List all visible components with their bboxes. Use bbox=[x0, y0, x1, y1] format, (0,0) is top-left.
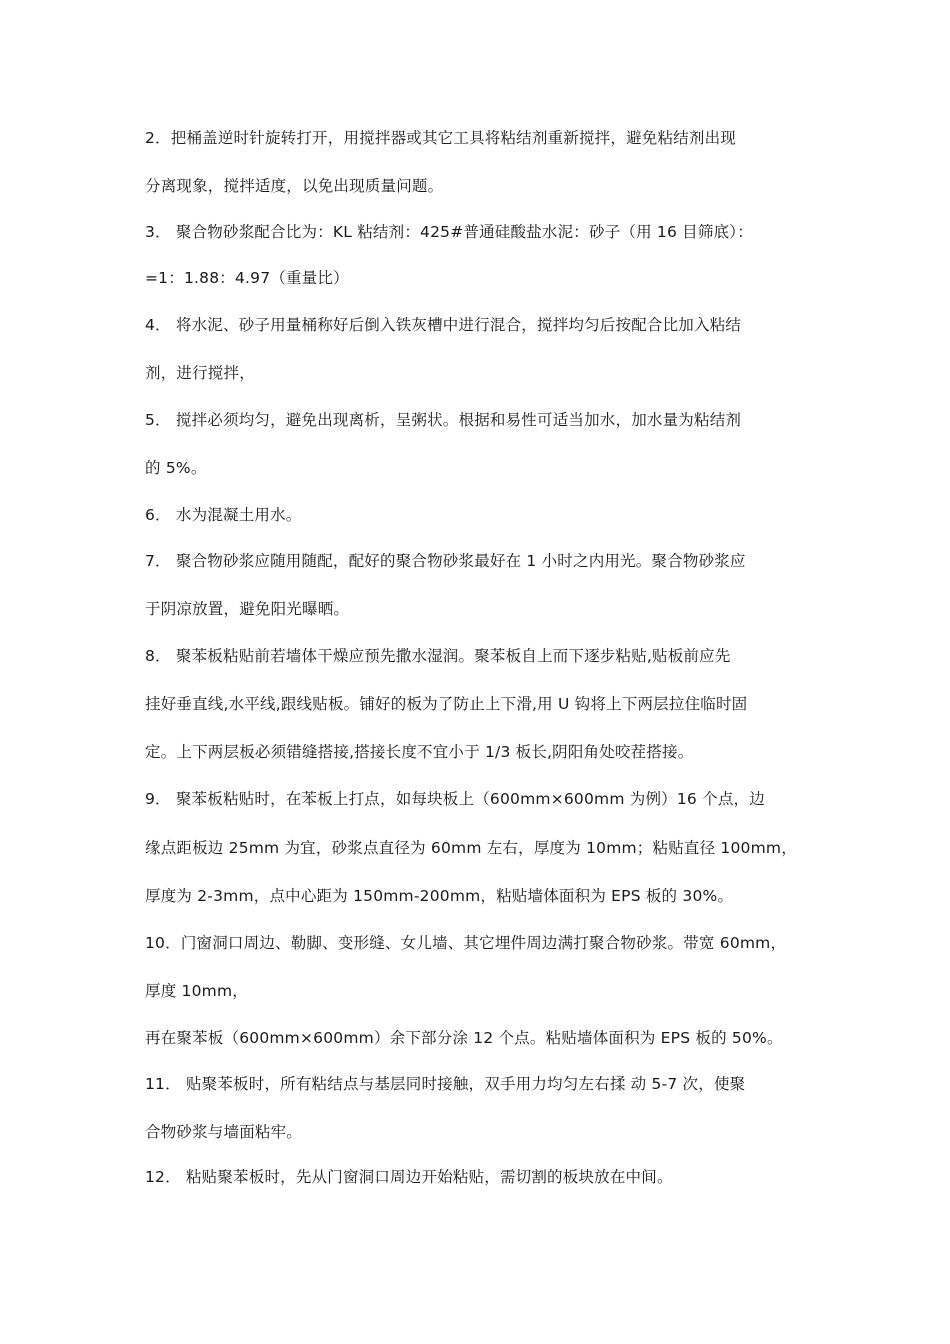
text-line: 9． 聚苯板粘贴时，在苯板上打点，如每块板上（600mm×600mm 为例）16 个点，边 bbox=[145, 790, 765, 808]
text-line: 4． 将水泥、砂子用量桶称好后倒入铁灰槽中进行混合，搅拌均匀后按配合比加入粘结 bbox=[145, 316, 742, 334]
text-line: 11． 贴聚苯板时，所有粘结点与基层同时接触，双手用力均匀左右揉 动 5-7 次，使聚 bbox=[145, 1075, 746, 1093]
text-line: 10．门窗洞口周边、勒脚、变形缝、女儿墙、其它埋件周边满打聚合物砂浆。带宽 60mm， bbox=[145, 934, 787, 952]
text-line: 5． 搅拌必须均匀，避免出现离析，呈粥状。根据和易性可适当加水，加水量为粘结剂 bbox=[145, 411, 742, 429]
text-line: 于阴凉放置，避免阳光曝晒。 bbox=[145, 600, 350, 618]
text-line: 缘点距板边 25mm 为宜，砂浆点直径为 60mm 左右，厚度为 10mm；粘贴直径 100mm， bbox=[145, 839, 797, 857]
text-line: 8． 聚苯板粘贴前若墙体干燥应预先撒水湿润。聚苯板自上而下逐步粘贴,贴板前应先 bbox=[145, 647, 731, 665]
text-line: 的 5%。 bbox=[145, 459, 207, 477]
text-line: 剂，进行搅拌， bbox=[145, 364, 255, 382]
text-line: 厚度为 2-3mm，点中心距为 150mm-200mm，粘贴墙体面积为 EPS 板的 30%。 bbox=[145, 887, 734, 905]
text-line: 定。上下两层板必须错缝搭接,搭接长度不宜小于 1/3 板长,阴阳角处咬茬搭接。 bbox=[145, 743, 694, 761]
text-line: 2．把桶盖逆时针旋转打开，用搅拌器或其它工具将粘结剂重新搅拌，避免粘结剂出现 bbox=[145, 129, 736, 147]
text-line: 7． 聚合物砂浆应随用随配，配好的聚合物砂浆最好在 1 小时之内用光。聚合物砂浆应 bbox=[145, 552, 746, 570]
text-line: 3． 聚合物砂浆配合比为：KL 粘结剂：425#普通硅酸盐水泥：砂子（用 16 目筛底）： bbox=[145, 223, 753, 241]
text-line: 厚度 10mm， bbox=[145, 982, 248, 1000]
text-line: 分离现象，搅拌适度，以免出现质量问题。 bbox=[145, 177, 444, 195]
text-line: =1：1.88：4.97（重量比） bbox=[145, 269, 349, 287]
text-line: 挂好垂直线,水平线,跟线贴板。铺好的板为了防止上下滑,用 U 钩将上下两层拉住临时固 bbox=[145, 695, 748, 713]
text-line: 6． 水为混凝土用水。 bbox=[145, 506, 302, 524]
text-line: 合物砂浆与墙面粘牢。 bbox=[145, 1123, 303, 1141]
text-line: 再在聚苯板（600mm×600mm）余下部分涂 12 个点。粘贴墙体面积为 EPS 板的 50%。 bbox=[145, 1029, 783, 1047]
text-line: 12． 粘贴聚苯板时，先从门窗洞口周边开始粘贴，需切割的板块放在中间。 bbox=[145, 1168, 673, 1186]
